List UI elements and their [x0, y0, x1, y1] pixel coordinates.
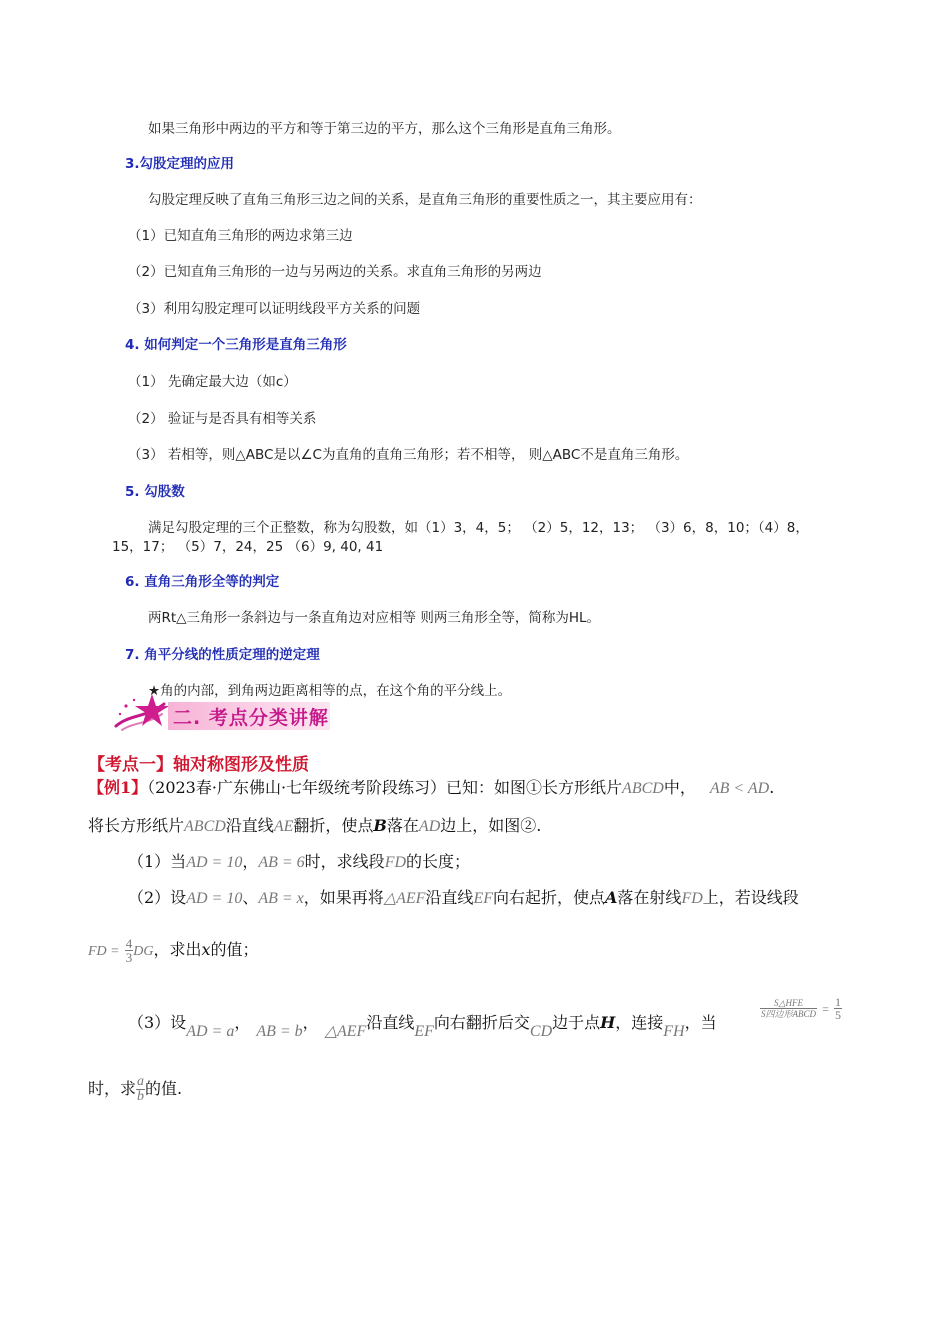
- question-3: [128, 1010, 717, 1040]
- text: 时，求线段: [304, 852, 385, 871]
- text: ，连接: [615, 1013, 664, 1032]
- math-ef: EF: [473, 890, 493, 907]
- math-triangle-aef: △AEF: [383, 890, 426, 907]
- section-5-heading: 5. 勾股数: [125, 484, 185, 500]
- numerator: S△HFE: [760, 999, 817, 1009]
- denominator: b: [137, 1089, 145, 1104]
- text: 上，若设线段: [702, 888, 799, 907]
- text: 向右起折，使点: [492, 888, 605, 907]
- text: 将长方形纸片: [88, 816, 185, 835]
- example-line-1: [88, 775, 774, 798]
- text: 边于点: [552, 1013, 601, 1032]
- theorem-converse-text: 如果三角形中两边的平方和等于第三边的平方，那么这个三角形是直角三角形。: [148, 121, 621, 137]
- area-ratio-fraction: [760, 999, 817, 1019]
- math-fd: FD: [681, 890, 703, 907]
- section-3-heading: 3.勾股定理的应用: [125, 156, 235, 172]
- text: 中，: [663, 778, 696, 797]
- section-banner-title: 二. 考点分类讲解: [173, 707, 329, 729]
- fraction-one-fifth: [834, 996, 842, 1021]
- section-3-intro: 勾股定理反映了直角三角形三边之间的关系，是直角三角形的重要性质之一，其主要应用有：: [148, 192, 702, 208]
- math-abcd: ABCD: [622, 780, 664, 797]
- math-fh: FH: [663, 1023, 685, 1040]
- section-6-text: 两Rt△三角形一条斜边与一条直角边对应相等 则两三角形全等，简称为HL。: [148, 610, 601, 626]
- math-ab-b: AB = b: [256, 1023, 303, 1040]
- section-3-item: （3）利用勾股定理可以证明线段平方关系的问题: [128, 301, 421, 317]
- math-abcd: ABCD: [184, 818, 226, 835]
- numerator: 4: [125, 936, 133, 951]
- point-a: A: [605, 888, 618, 907]
- text: （3）设: [128, 1013, 187, 1032]
- text: 的值.: [145, 1079, 183, 1098]
- numerator: 1: [834, 995, 841, 1009]
- equals-sign: =: [822, 1002, 829, 1016]
- section-6-heading: 6. 直角三角形全等的判定: [125, 574, 280, 590]
- text: 翻折，使点: [293, 816, 374, 835]
- section-7-heading: 7. 角平分线的性质定理的逆定理: [125, 647, 320, 663]
- section-3-item: （1）已知直角三角形的两边求第三边: [128, 228, 353, 244]
- text: 沿直线: [366, 1013, 415, 1032]
- section-4-item: （3） 若相等，则△ABC是以∠C为直角的直角三角形；若不相等， 则△ABC不是直角三角形。: [128, 447, 689, 463]
- math-ad-10: AD = 10: [186, 890, 243, 907]
- denominator: 5: [834, 1008, 841, 1022]
- section-5-line-2: 15，17； （5）7，24，25 （6）9, 40, 41: [112, 539, 384, 555]
- section-5-line-1: 满足勾股定理的三个正整数，称为勾股数，如（1）3，4，5； （2）5，12，13； （3）6，8，10；（4）8，: [148, 520, 809, 536]
- text: 边上，如图②.: [440, 816, 542, 835]
- math-ab-x: AB = x: [258, 890, 304, 907]
- math-x: x: [201, 940, 211, 959]
- math-ef: EF: [414, 1023, 434, 1040]
- text: 的值；: [210, 940, 259, 959]
- question-1: [128, 849, 470, 872]
- text: 时，求: [88, 1079, 137, 1098]
- denominator: 3: [125, 950, 133, 965]
- text: ，: [242, 852, 259, 871]
- math-fd-eq: FD =: [88, 944, 120, 959]
- math-dg: DG: [133, 944, 154, 959]
- question-2: [128, 885, 799, 908]
- point-h: H: [600, 1013, 616, 1032]
- section-7-text: ★角的内部，到角两边距离相等的点，在这个角的平分线上。: [148, 683, 512, 699]
- text: 落在射线: [617, 888, 682, 907]
- section-4-item: （2） 验证与是否具有相等关系: [128, 411, 317, 427]
- section-4-heading: 4. 如何判定一个三角形是直角三角形: [125, 337, 347, 353]
- example-tag: 【例1】: [88, 778, 148, 797]
- math-ae: AE: [273, 818, 294, 835]
- math-cd: CD: [529, 1023, 553, 1040]
- text: （1）当: [128, 852, 187, 871]
- example-source: （2023春·广东佛山·七年级统考阶段练习）已知：如图①长方形纸片: [147, 778, 623, 797]
- text: 向右翻折后交: [433, 1013, 530, 1032]
- text: ，求出: [153, 940, 202, 959]
- math-ad: AD: [418, 818, 441, 835]
- text: ，当: [684, 1013, 717, 1032]
- question-2-condition: [88, 937, 259, 964]
- section-4-item: （1） 先确定最大边（如c）: [128, 374, 297, 390]
- text: ，: [302, 1013, 319, 1032]
- math-ad-a: AD = a: [186, 1023, 235, 1040]
- text: 沿直线: [425, 888, 474, 907]
- question-3-ending: [88, 1075, 182, 1104]
- fraction-four-thirds: [125, 937, 134, 964]
- math-ab-6: AB = 6: [258, 854, 305, 871]
- text: .: [769, 778, 775, 797]
- numerator: a: [137, 1074, 145, 1089]
- text: 沿直线: [225, 816, 274, 835]
- text: （2）设: [128, 888, 187, 907]
- text: 的长度；: [406, 852, 471, 871]
- text: ，: [234, 1013, 251, 1032]
- kaodian-title: 【考点一】轴对称图形及性质: [88, 755, 309, 775]
- denominator: S四边形ABCD: [761, 1008, 816, 1019]
- area-ratio-formula: [760, 996, 842, 1021]
- text: 、: [242, 888, 259, 907]
- math-triangle-aef: △AEF: [324, 1023, 367, 1040]
- star-swoosh-icon: [112, 692, 174, 738]
- text: ，如果再将: [303, 888, 384, 907]
- math-ad-10: AD = 10: [186, 854, 243, 871]
- example-line-2: [88, 813, 541, 836]
- math-fd: FD: [384, 854, 407, 871]
- section-3-item: （2）已知直角三角形的一边与另两边的关系。求直角三角形的另两边: [128, 264, 542, 280]
- fraction-a-over-b: [136, 1075, 145, 1104]
- math-ab-lt-ad: AB < AD: [709, 780, 770, 797]
- text: 落在: [386, 816, 419, 835]
- point-b: B: [373, 816, 387, 835]
